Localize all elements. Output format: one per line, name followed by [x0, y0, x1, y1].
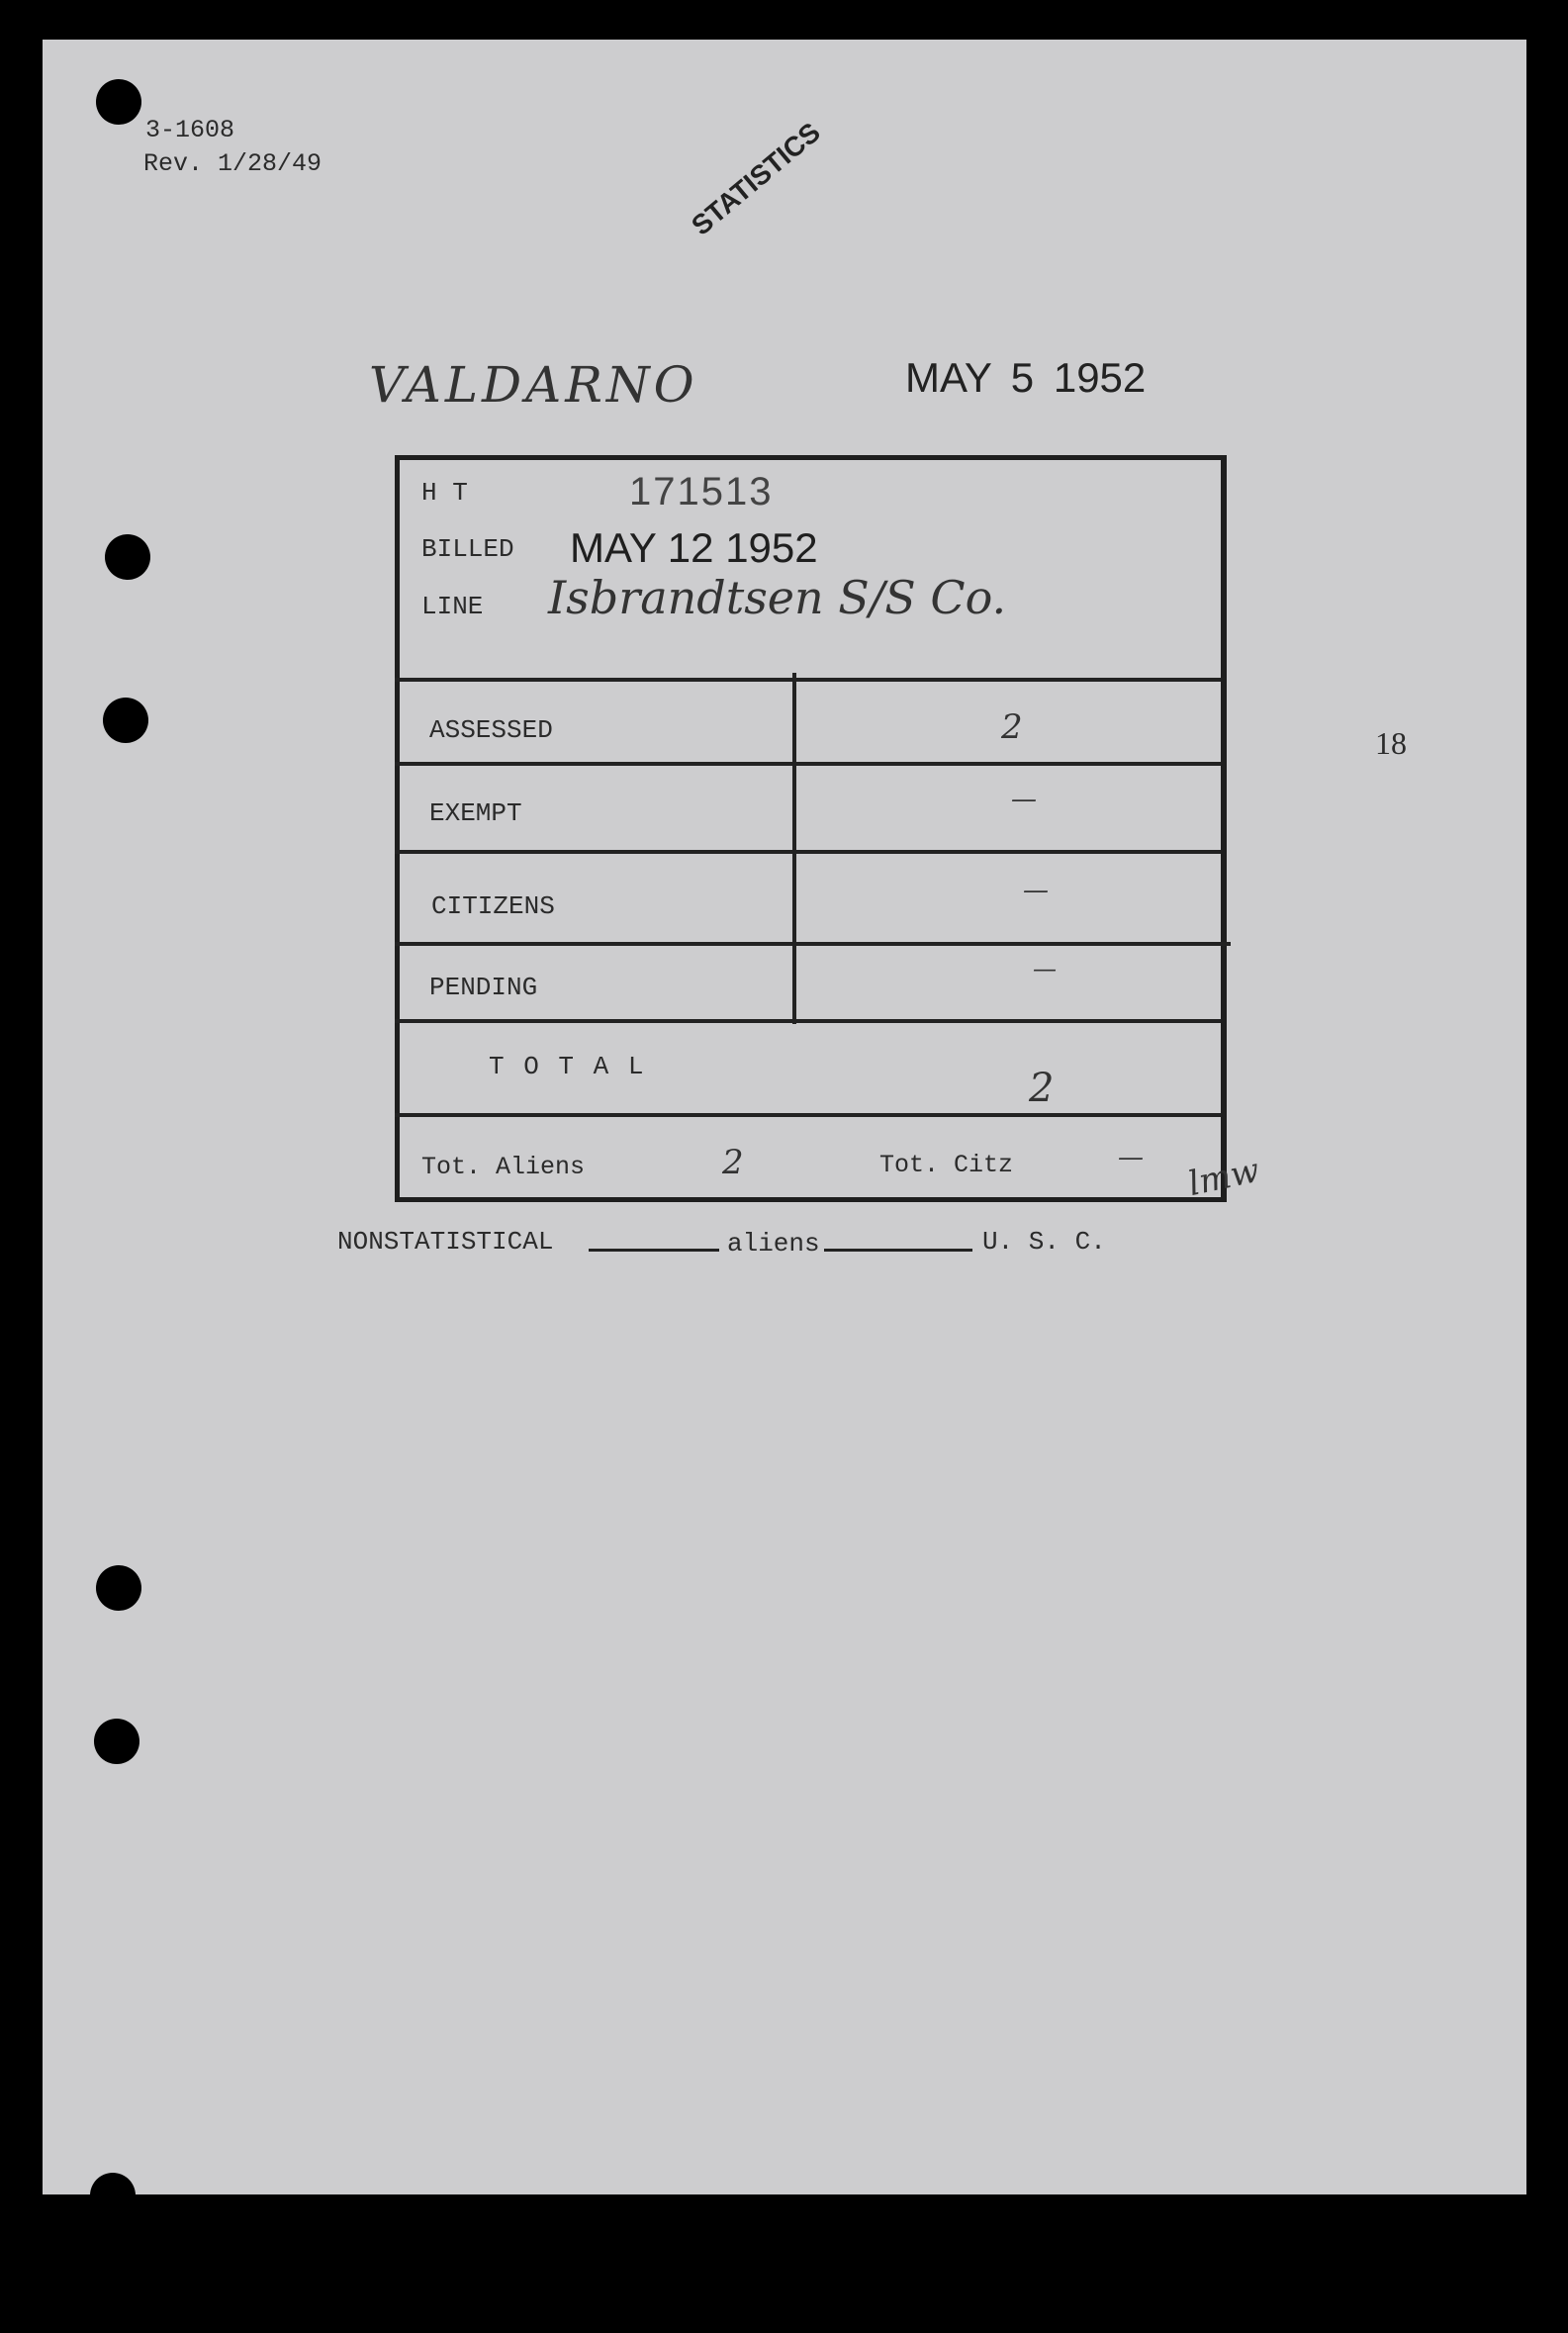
billed-label: BILLED — [421, 534, 514, 564]
assessed-value: 2 — [1001, 707, 1023, 747]
line-label: LINE — [421, 592, 484, 621]
nonstat-blank — [589, 1249, 719, 1252]
form-number: 3-1608 — [145, 116, 235, 144]
billed-stamp: MAY 12 1952 — [570, 524, 818, 571]
initials: lmw — [1184, 1150, 1263, 1205]
total-aliens-value: 2 — [722, 1143, 744, 1182]
grid-line — [395, 942, 1231, 946]
page-number: 18 — [1375, 725, 1407, 761]
exempt-label: EXEMPT — [429, 798, 522, 828]
citizens-value: — — [1023, 876, 1049, 905]
nonstat-usc-label: U. S. C. — [982, 1227, 1106, 1257]
vessel-name: VALDARNO — [369, 356, 698, 414]
assessed-label: ASSESSED — [429, 715, 553, 745]
punch-hole — [105, 534, 150, 580]
grid-line — [395, 1019, 1221, 1023]
nonstat-blank — [824, 1249, 972, 1252]
grid-line — [395, 762, 1221, 766]
column-divider — [792, 673, 796, 1024]
total-label: T O T A L — [489, 1052, 646, 1081]
statistics-box — [395, 455, 1227, 1202]
grid-line — [395, 1113, 1221, 1117]
punch-hole — [96, 1565, 141, 1611]
punch-hole — [90, 2173, 136, 2202]
total-aliens-label: Tot. Aliens — [421, 1153, 586, 1181]
ht-label: H T — [421, 478, 468, 508]
ht-value: 171513 — [629, 470, 774, 513]
date-stamp: MAY 5 1952 — [905, 354, 1147, 401]
exempt-value: — — [1011, 785, 1037, 814]
statistics-stamp: STATISTICS — [686, 116, 826, 241]
line-value: Isbrandtsen S/S Co. — [548, 571, 1007, 624]
punch-hole — [94, 1719, 139, 1764]
punch-hole — [103, 698, 148, 743]
pending-label: PENDING — [429, 973, 538, 1002]
document-page — [43, 40, 1526, 2194]
punch-hole — [96, 79, 141, 125]
pending-value: — — [1033, 955, 1057, 982]
total-value: 2 — [1029, 1066, 1055, 1111]
citizens-label: CITIZENS — [431, 891, 555, 921]
nonstat-label: NONSTATISTICAL — [337, 1227, 554, 1257]
form-revision: Rev. 1/28/49 — [143, 149, 323, 178]
nonstat-aliens-label: aliens — [727, 1229, 820, 1259]
grid-line — [395, 850, 1221, 854]
total-citizens-value: — — [1118, 1143, 1144, 1172]
total-citizens-label: Tot. Citz — [879, 1151, 1014, 1179]
grid-line — [395, 678, 1221, 682]
